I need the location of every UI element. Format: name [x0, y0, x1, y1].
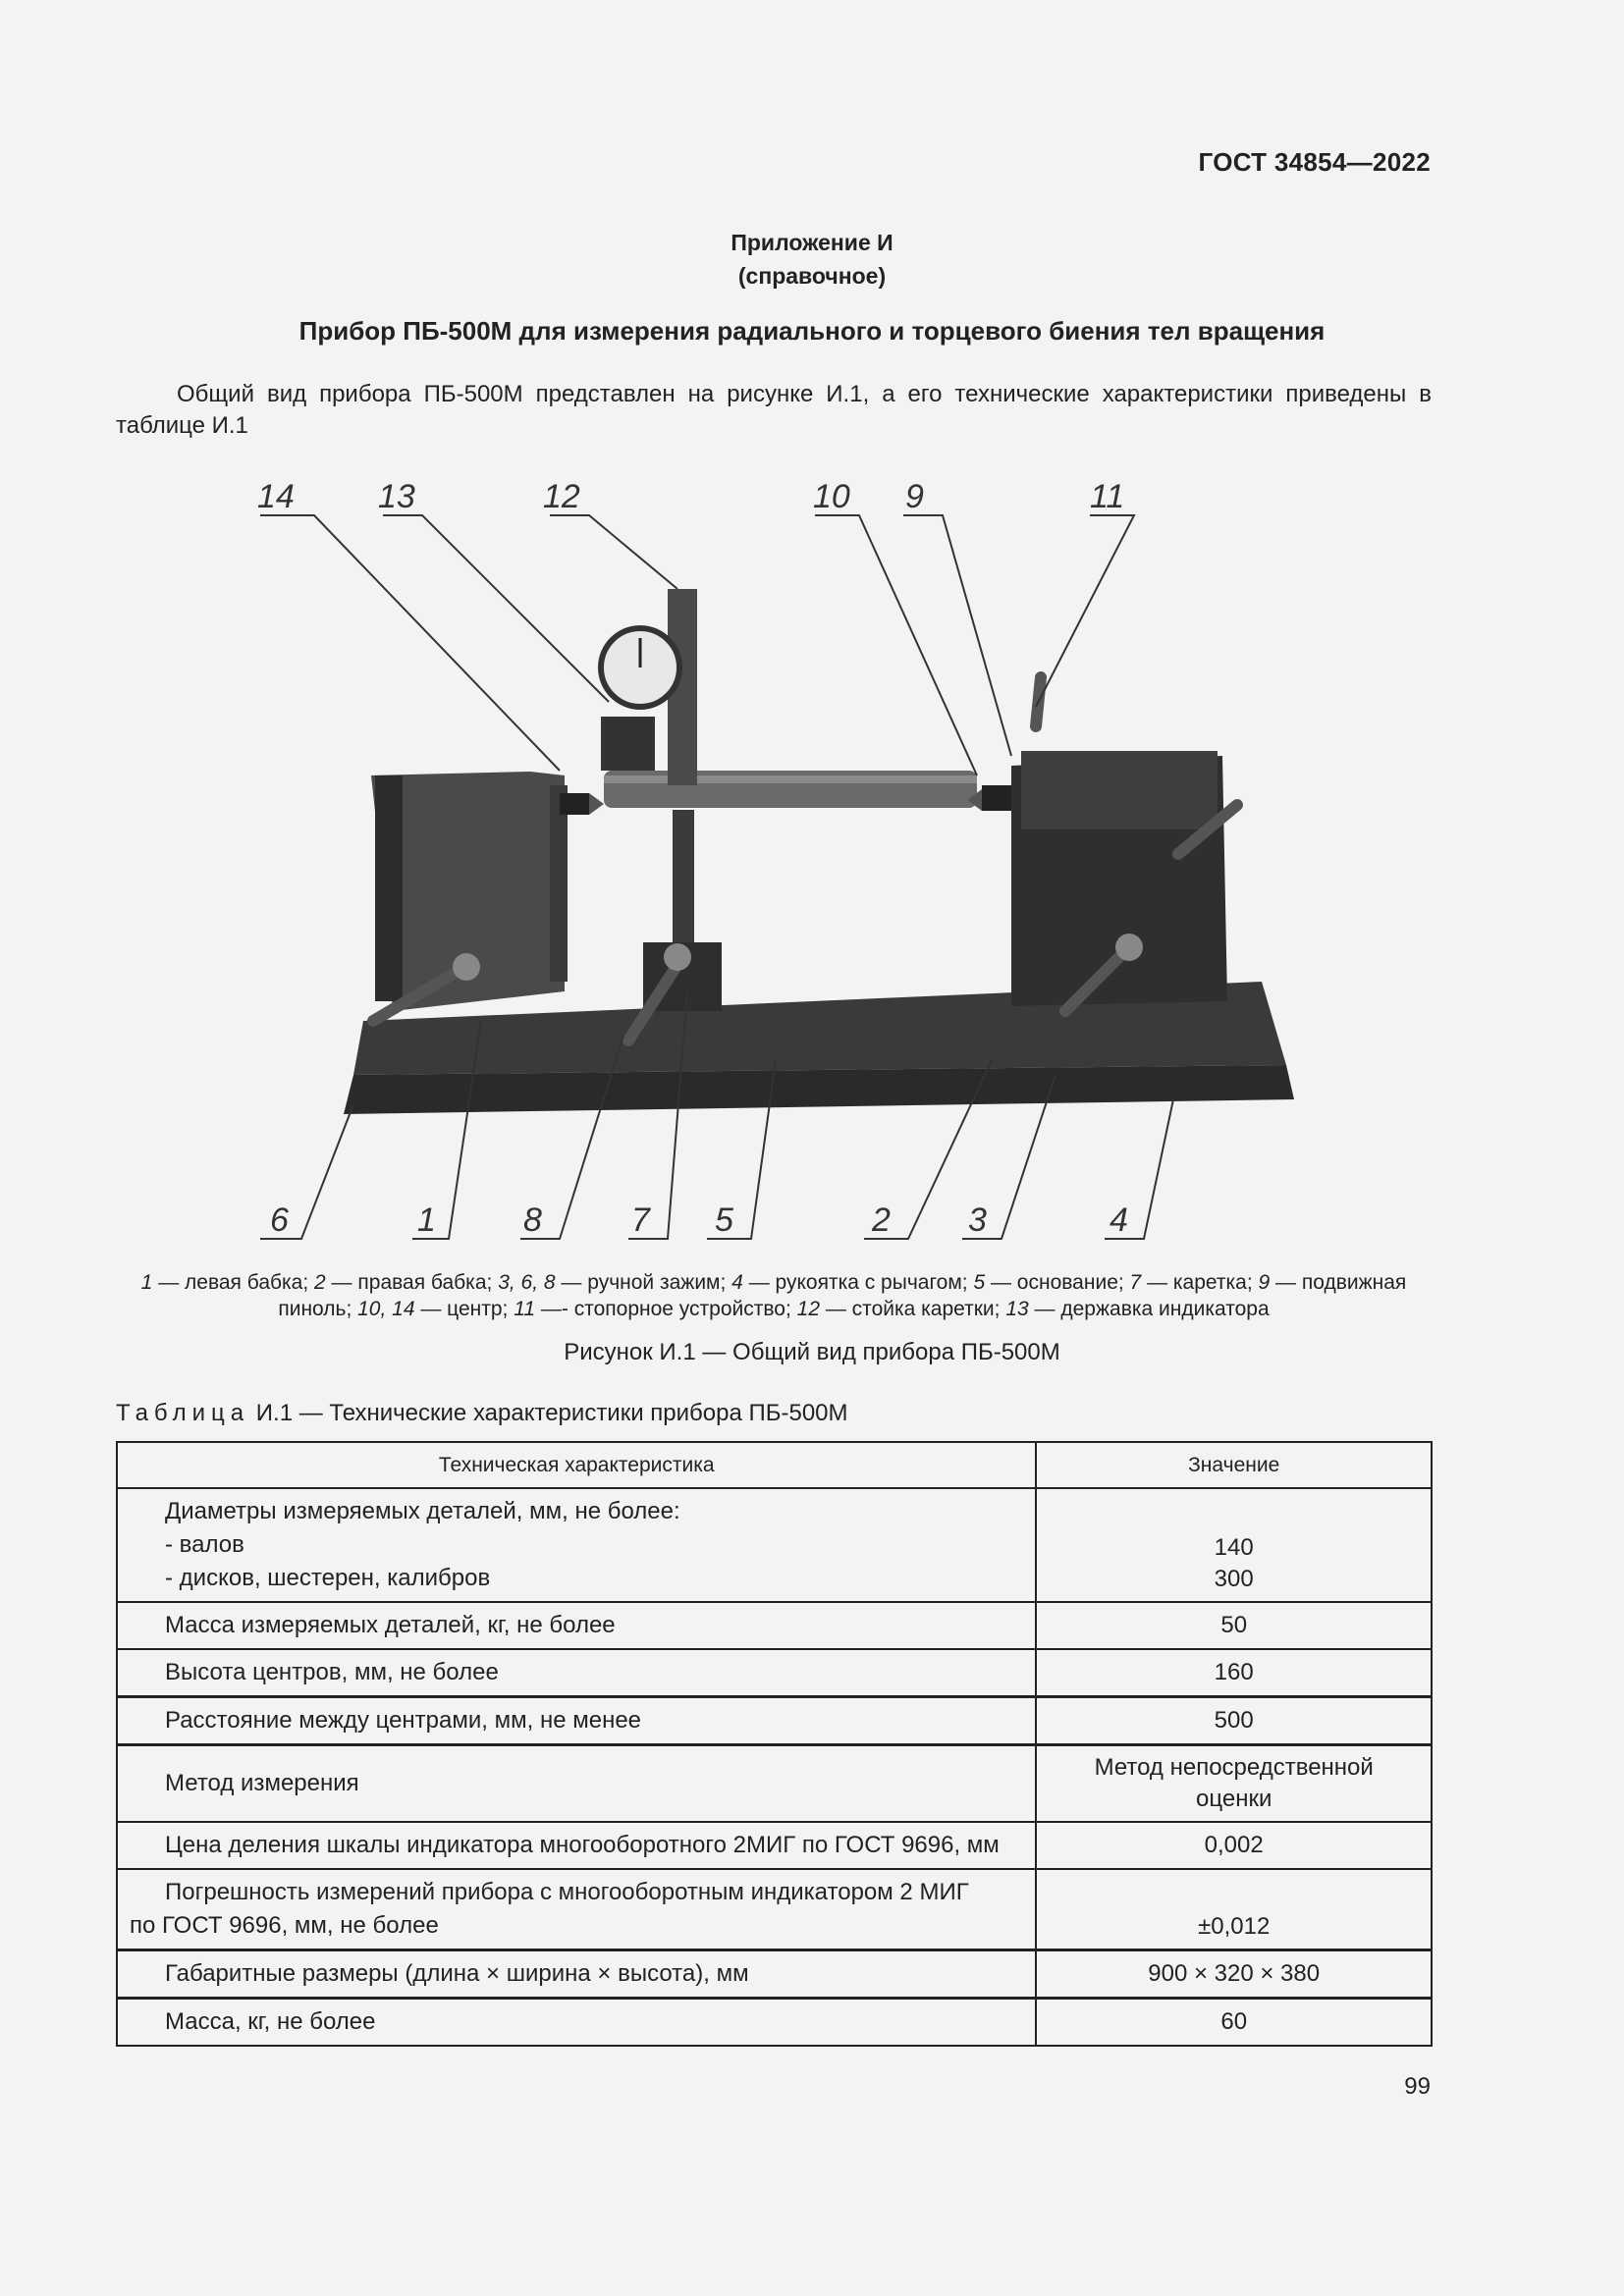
- label-13: 13: [378, 478, 415, 515]
- legend-text: — каретка;: [1141, 1271, 1259, 1294]
- label-2: 2: [872, 1201, 891, 1239]
- legend-text: — державка индикатора: [1028, 1298, 1270, 1320]
- table-title-prefix: Таблица: [116, 1400, 250, 1426]
- value-line: 140: [1214, 1534, 1254, 1561]
- label-4: 4: [1110, 1201, 1128, 1239]
- table-row: [117, 1869, 1432, 1950]
- page-number: 99: [1404, 2073, 1431, 2100]
- legend-number: 7: [1129, 1271, 1142, 1294]
- characteristic-cell: [117, 1869, 1036, 1950]
- value-line: [1047, 1501, 1421, 1532]
- value-cell: [1036, 1822, 1432, 1869]
- legend-text: —- стопорное устройство;: [535, 1298, 797, 1320]
- annex-title: Приложение И: [731, 230, 893, 255]
- legend-number: 1: [140, 1271, 153, 1294]
- value-line: оценки: [1196, 1786, 1272, 1812]
- value-cell: [1036, 1697, 1432, 1745]
- characteristic-cell: [117, 1999, 1036, 2047]
- label-6: 6: [270, 1201, 289, 1239]
- value-line: 0,002: [1204, 1832, 1264, 1858]
- value-line: [1047, 1880, 1421, 1911]
- value-cell: [1036, 1950, 1432, 1999]
- legend-text: — основание;: [985, 1271, 1130, 1294]
- legend-number: 5: [973, 1271, 986, 1294]
- value-line: 60: [1220, 2008, 1248, 2035]
- legend-line-2: [116, 1296, 1432, 1322]
- annex-type: (справочное): [737, 263, 887, 289]
- characteristic-cell: [117, 1697, 1036, 1745]
- label-7: 7: [631, 1201, 650, 1239]
- table-row: [117, 1488, 1432, 1602]
- characteristic-line: Погрешность измерений прибора с многооборотным индикатором 2 МИГ: [165, 1879, 969, 1905]
- value-cell: [1036, 1869, 1432, 1950]
- legend-number: 9: [1258, 1271, 1271, 1294]
- legend-number: 10, 14: [357, 1298, 415, 1320]
- value-line: 50: [1220, 1612, 1248, 1638]
- value-line: 300: [1214, 1566, 1254, 1592]
- label-10: 10: [813, 478, 850, 515]
- legend-number: 11: [514, 1298, 536, 1320]
- label-5: 5: [715, 1201, 733, 1239]
- value-line: ±0,012: [1198, 1913, 1271, 1940]
- label-3: 3: [968, 1201, 987, 1239]
- value-line: Метод непосредственной: [1094, 1754, 1374, 1781]
- label-14: 14: [257, 478, 295, 515]
- value-line: 500: [1214, 1707, 1254, 1734]
- legend-text: — центр;: [414, 1298, 514, 1320]
- intro-paragraph: Общий вид прибора ПБ-500М представлен на рисунке И.1, а его технические характеристики приведены в таблице И.1: [116, 381, 1432, 439]
- table-row: [117, 1745, 1432, 1823]
- characteristic-line: по ГОСТ 9696, мм, не более: [130, 1912, 439, 1939]
- section-title: Прибор ПБ-500М для измерения радиального и торцевого биения тел вращения: [298, 316, 1326, 346]
- legend-text: — стойка каретки;: [820, 1298, 1006, 1320]
- legend-text: — рукоятка с рычагом;: [742, 1271, 974, 1294]
- characteristic-line: Масса, кг, не более: [165, 2008, 376, 2035]
- characteristic-line: Расстояние между центрами, мм, не менее: [165, 1707, 642, 1734]
- characteristic-cell: [117, 1602, 1036, 1649]
- label-12: 12: [543, 478, 580, 515]
- value-cell: [1036, 1488, 1432, 1602]
- table-row: [117, 1999, 1432, 2047]
- document-number: ГОСТ 34854—2022: [1198, 147, 1431, 177]
- legend-text: — ручной зажим;: [555, 1271, 732, 1294]
- legend-number: 13: [1005, 1298, 1029, 1320]
- characteristic-line: Метод измерения: [165, 1770, 359, 1796]
- legend-number: 3, 6, 8: [498, 1271, 556, 1294]
- header-value: Значение: [1036, 1442, 1432, 1488]
- characteristic-cell: [117, 1822, 1036, 1869]
- label-8: 8: [523, 1201, 542, 1239]
- label-1: 1: [417, 1201, 436, 1239]
- table-header-row: [117, 1442, 1432, 1488]
- characteristic-line: Масса измеряемых деталей, кг, не более: [165, 1612, 616, 1638]
- table-row: [117, 1697, 1432, 1745]
- table-row: [117, 1602, 1432, 1649]
- table-row: [117, 1950, 1432, 1999]
- legend-text: — подвижная: [1270, 1271, 1407, 1294]
- value-cell: [1036, 1999, 1432, 2047]
- legend-text: — правая бабка;: [325, 1271, 499, 1294]
- legend-text: — левая бабка;: [152, 1271, 315, 1294]
- characteristic-line: Габаритные размеры (длина × ширина × высота), мм: [165, 1960, 749, 1987]
- label-9: 9: [905, 478, 924, 515]
- label-11: 11: [1090, 478, 1125, 515]
- table-title: [116, 1400, 848, 1427]
- table-row: [117, 1649, 1432, 1697]
- table-title-text: И.1 — Технические характеристики прибора ПБ-500М: [249, 1400, 848, 1426]
- legend-number: 2: [314, 1271, 326, 1294]
- figure-legend: [116, 1269, 1432, 1322]
- characteristic-cell: [117, 1488, 1036, 1602]
- table-row: [117, 1822, 1432, 1869]
- value-cell: [1036, 1649, 1432, 1697]
- characteristic-line: - валов: [165, 1531, 244, 1558]
- legend-line-1: [116, 1269, 1432, 1296]
- characteristic-cell: [117, 1649, 1036, 1697]
- characteristic-line: Высота центров, мм, не более: [165, 1659, 499, 1685]
- value-cell: [1036, 1602, 1432, 1649]
- characteristic-line: Цена деления шкалы индикатора многооборотного 2МИГ по ГОСТ 9696, мм: [165, 1832, 1000, 1858]
- legend-number: 4: [731, 1271, 743, 1294]
- value-line: 900 × 320 × 380: [1148, 1960, 1321, 1987]
- characteristic-cell: [117, 1950, 1036, 1999]
- header-characteristic: Техническая характеристика: [117, 1442, 1036, 1488]
- characteristic-line: - дисков, шестерен, калибров: [165, 1565, 491, 1591]
- specs-table: [116, 1441, 1433, 2047]
- characteristic-line: Диаметры измеряемых деталей, мм, не более:: [165, 1498, 680, 1524]
- legend-number: 12: [796, 1298, 821, 1320]
- legend-text: пиноль;: [278, 1298, 358, 1320]
- figure-caption: Рисунок И.1 — Общий вид прибора ПБ-500М: [564, 1339, 1060, 1365]
- value-cell: [1036, 1745, 1432, 1823]
- value-line: 160: [1214, 1659, 1254, 1685]
- characteristic-cell: [117, 1745, 1036, 1823]
